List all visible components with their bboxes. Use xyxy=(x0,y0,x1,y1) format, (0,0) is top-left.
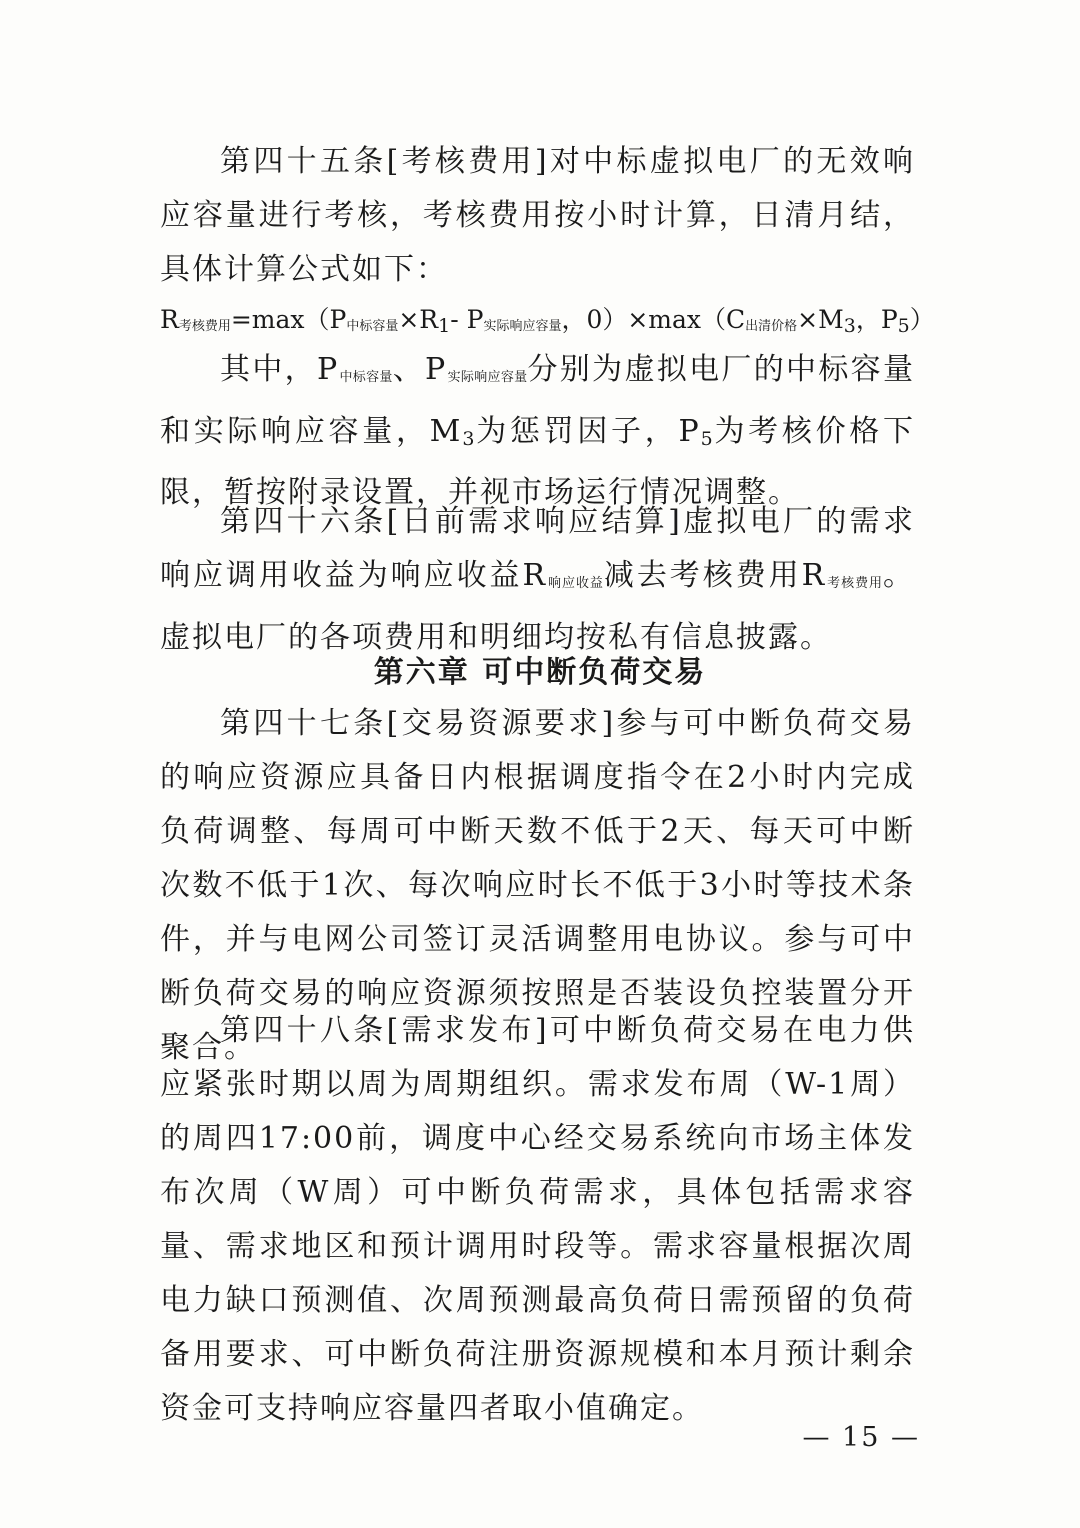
formula-subscript: 3 xyxy=(843,315,856,337)
formula-text: ，P xyxy=(855,305,898,334)
formula-subscript: 1 xyxy=(438,315,451,337)
para-subscript: 3 xyxy=(462,428,475,450)
para-text: 其中，P xyxy=(220,352,340,387)
para-subscript: 中标容量 xyxy=(339,370,393,385)
para-text: 减去考核费用R xyxy=(603,558,827,593)
para-subscript: 5 xyxy=(700,428,713,450)
formula-subscript: 5 xyxy=(897,315,910,337)
para-text: 。虚拟电厂的各项费用和明细均按私有信息披露。 xyxy=(160,558,915,655)
formula-text: ×M xyxy=(797,305,844,334)
formula-subscript: 中标容量 xyxy=(346,319,399,334)
formula-subscript: 考核费用 xyxy=(178,319,231,334)
formula-text: ，0）×max（C xyxy=(561,305,746,334)
para-text: 第四十六条[日前需求响应结算]虚拟电厂的需求响应调用收益为响应收益R xyxy=(160,504,915,593)
assessment-fee-formula xyxy=(160,300,935,347)
para-text: 为惩罚因子，P xyxy=(474,414,701,449)
article-45-paragraph: 第四十五条[考核费用]对中标虚拟电厂的无效响应容量进行考核，考核费用按小时计算，日清月结，具体计算公式如下： xyxy=(160,144,915,287)
formula-text: ） xyxy=(909,305,935,334)
article-47-paragraph: 第四十七条[交易资源要求]参与可中断负荷交易的响应资源应具备日内根据调度指令在2小时内完成负荷调整、每周可中断天数不低于2天、每天可中断次数不低于1次、每次响应时长不低于3小时等技术条件，并与电网公司签订灵活调整用电协议。参与可中断负荷交易的响应资源须按照是否装设负控装置分开聚合。 xyxy=(160,706,915,1065)
para-subscript: 考核费用 xyxy=(826,576,883,591)
formula-subscript: 实际响应容量 xyxy=(483,319,562,334)
formula-explanation-paragraph xyxy=(160,343,915,520)
article-48-paragraph: 第四十八条[需求发布]可中断负荷交易在电力供应紧张时期以周为周期组织。需求发布周（W-1周）的周四17:00前，调度中心经交易系统向市场主体发布次周（W周）可中断负荷需求，具体包括需求容量、需求地区和预计调用时段等。需求容量根据次周电力缺口预测值、次周预测最高负荷日需预留的负荷备用要求、可中断负荷注册资源规模和本月预计剩余资金可支持响应容量四者取小值确定。 xyxy=(160,1013,915,1426)
formula-text: =max（P xyxy=(230,305,347,334)
page-number: — 15 — xyxy=(802,1422,920,1453)
article-46-paragraph xyxy=(160,495,915,665)
para-text: 、P xyxy=(392,352,448,387)
formula-symbol: R xyxy=(160,305,179,334)
chapter-heading: 第六章 可中断负荷交易 xyxy=(373,655,707,690)
formula-text: - P xyxy=(450,305,484,334)
para-subscript: 实际响应容量 xyxy=(447,370,528,385)
para-text: 为考核价格下限，暂按附录设置，并视市场运行情况调整。 xyxy=(160,414,916,510)
para-subscript: 响应收益 xyxy=(547,576,604,591)
formula-text: ×R xyxy=(398,305,439,334)
para-text: 分别为虚拟电厂的中标容量和实际响应容量，M xyxy=(160,352,915,449)
formula-subscript: 出清价格 xyxy=(745,319,798,334)
